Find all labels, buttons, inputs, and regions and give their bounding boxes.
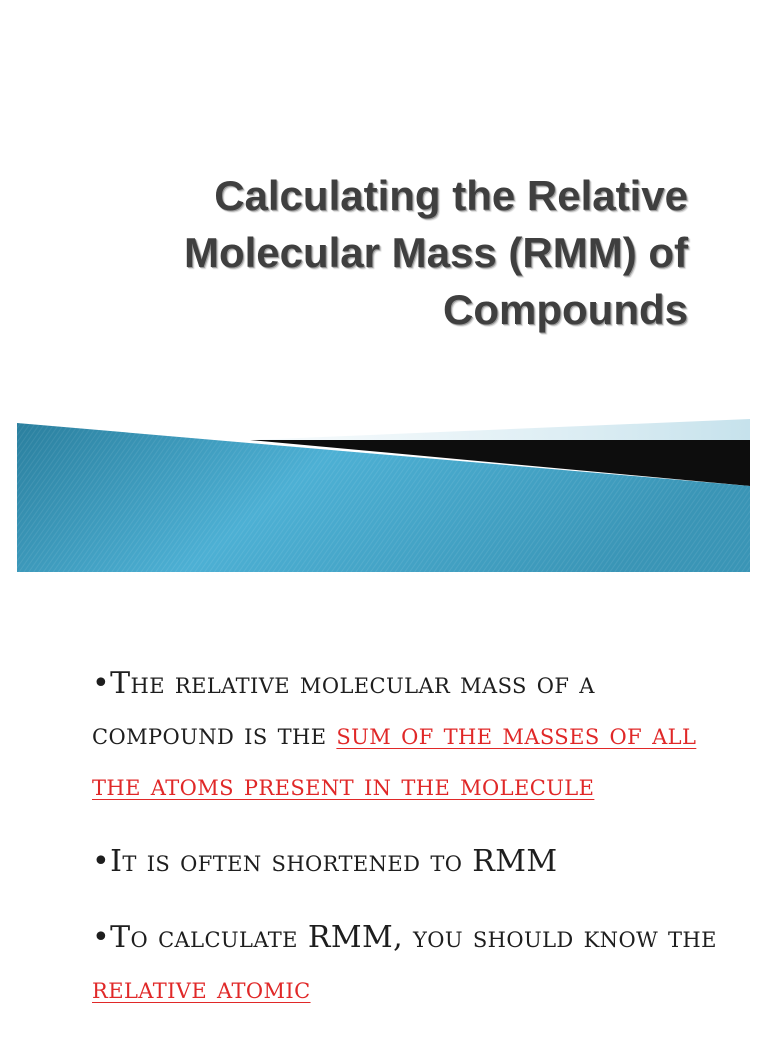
title-line-1: Calculating the Relative (214, 172, 688, 219)
bullet-marker: • (92, 666, 111, 701)
bullet-text: It is often shortened to RMM (110, 844, 558, 879)
bullet-item (92, 836, 732, 887)
banner-pale-strip (250, 419, 750, 440)
bullet-marker: • (92, 844, 111, 879)
highlighted-text: sum of the masses of all the atoms present in the molecule (92, 717, 697, 803)
bullet-item (92, 658, 732, 811)
title-line-2: Molecular Mass (RMM) of (183, 229, 688, 276)
title-line-3: Compounds (443, 286, 688, 333)
slide-title (80, 167, 688, 338)
bullet-text: To calculate RMM, you should know the (110, 920, 717, 955)
bullet-item (92, 912, 732, 1014)
decorative-banner (0, 410, 768, 580)
highlighted-text: relative atomic (92, 971, 311, 1006)
slide-body (92, 658, 732, 1039)
bullet-text: The relative molecular mass of a compound is the (92, 666, 595, 752)
bullet-marker: • (92, 920, 111, 955)
